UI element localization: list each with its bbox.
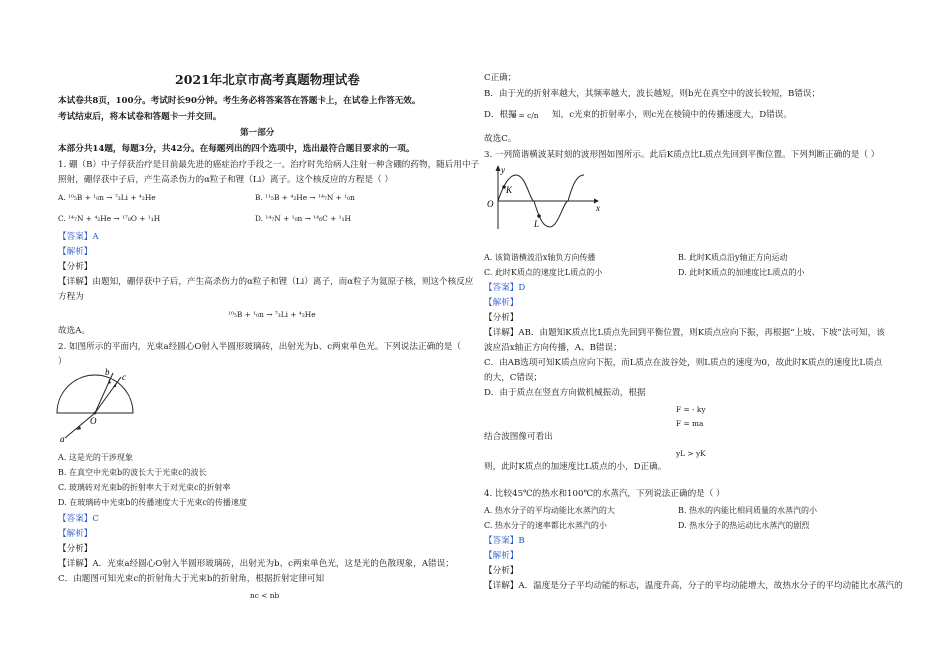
q4-detail-1: 【详解】A．温度是分子平均动能的标志，温度升高，分子的平均动能增大，故热水分子的平均动能比水蒸汽的 bbox=[484, 581, 903, 591]
q2-stem-1: 2. 如图所示的平面内，光束a经圆心O射入半圆形玻璃砖，出射光为b、c两束单色光。下列说法正确的是（ bbox=[58, 342, 461, 352]
fig-label-b: b bbox=[105, 367, 110, 377]
q1-option-a: A. ¹⁰₅B + ¹₀n → ⁷₃Li + ⁴₂He bbox=[58, 193, 156, 202]
q3-option-c: C. 此时K质点的速度比L质点的小 bbox=[484, 268, 603, 277]
q4-analysis: 【解析】 bbox=[484, 551, 519, 561]
fig-label-y: y bbox=[501, 165, 505, 175]
q3-stem: 3. 一列简谐横波某时刻的波形图如图所示。此后K质点比L质点先回到平衡位置。下列判断正确的是（ ） bbox=[484, 150, 880, 160]
q4-option-d: D. 热水分子的热运动比水蒸汽的剧烈 bbox=[678, 521, 810, 530]
q3-option-a: A. 该简谐横波沿x轴负方向传播 bbox=[484, 253, 596, 262]
q1-stem-2: 照射，硼俘获中子后，产生高杀伤力的α粒子和锂（Li）离子。这个核反应的方程是（ ） bbox=[58, 175, 393, 185]
q3-detail-6: 结合波图像可看出 bbox=[484, 432, 553, 442]
q3-detail-2: 波应沿x轴正方向传播，A、B错误； bbox=[484, 343, 622, 353]
q2-detail-b: B．由于光的折射率越大，其频率越大，波长越短，则b光在真空中的波长较短，B错误； bbox=[484, 89, 821, 99]
page-title: 2021年北京市高考真题物理试卷 bbox=[175, 72, 360, 87]
q4-option-b: B. 热水的内能比相同质量的水蒸汽的小 bbox=[678, 506, 817, 515]
q3-analysis: 【解析】 bbox=[484, 298, 519, 308]
fig-label-origin: O bbox=[487, 199, 494, 209]
q3-eq-1: F = - ky bbox=[676, 405, 706, 414]
q1-conclusion: 故选A。 bbox=[58, 326, 90, 336]
intro-line-1: 本试卷共8页，100分。考试时长90分钟。考生务必将答案答在答题卡上，在试卷上作答无效。 bbox=[58, 96, 421, 106]
q2-option-d: D. 在玻璃砖中光束b的传播速度大于光束c的传播速度 bbox=[58, 498, 247, 507]
q4-option-a: A. 热水分子的平均动能比水蒸汽的大 bbox=[484, 506, 615, 515]
wave-figure bbox=[484, 163, 604, 233]
fig-label-k: K bbox=[506, 185, 513, 195]
q2-option-a: A. 这是光的干涉现象 bbox=[58, 453, 133, 462]
q1-option-b: B. ¹¹₅B + ⁴₂He → ¹⁴₇N + ¹₀n bbox=[255, 193, 355, 202]
q2-analysis: 【解析】 bbox=[58, 529, 93, 539]
q1-stem-1: 1. 硼（B）中子俘获治疗是目前最先进的癌症治疗手段之一。治疗时先给病人注射一种含硼的药物，随后用中子 bbox=[58, 160, 480, 170]
q4-fenxi: 【分析】 bbox=[484, 566, 519, 576]
q3-eq-2: F = ma bbox=[676, 419, 704, 428]
q3-option-b: B. 此时K质点沿y轴正方向运动 bbox=[678, 253, 788, 262]
part-heading: 第一部分 bbox=[240, 128, 275, 138]
q2-c-correct: C正确； bbox=[484, 73, 517, 83]
fig-label-l: L bbox=[534, 219, 540, 229]
q3-fenxi: 【分析】 bbox=[484, 313, 519, 323]
fig-label-c: c bbox=[122, 372, 126, 382]
q3-detail-5: D．由于质点在竖直方向做机械振动，根据 bbox=[484, 388, 646, 398]
q1-detail-1: 【详解】由题知，硼俘获中子后，产生高杀伤力的α粒子和锂（Li）离子，而α粒子为氦原子核，则这个核反应 bbox=[58, 277, 474, 287]
fig-label-x: x bbox=[596, 203, 600, 213]
q4-option-c: C. 热水分子的速率都比水蒸汽的小 bbox=[484, 521, 607, 530]
q2-stem-2: ） bbox=[58, 357, 67, 367]
q2-conclusion: 故选C。 bbox=[484, 134, 517, 144]
q1-detail-2: 方程为 bbox=[58, 292, 84, 302]
q4-answer: 【答案】B bbox=[484, 536, 525, 546]
semicircle-glass-figure bbox=[55, 366, 145, 444]
q3-detail-1: 【详解】AB．由题知K质点比L质点先回到平衡位置，则K质点应向下振，再根据“上坡、下坡”法可知，该 bbox=[484, 328, 885, 338]
q2-fenxi: 【分析】 bbox=[58, 544, 93, 554]
q2-option-c: C. 玻璃砖对光束b的折射率大于对光束c的折射率 bbox=[58, 483, 231, 492]
q3-detail-3: C．由AB选项可知K质点应向下振，而L质点在波谷处，则L质点的速度为0，故此时K质点的速度比L质点 bbox=[484, 358, 883, 368]
q1-analysis: 【解析】 bbox=[58, 247, 93, 257]
q2-detail-d-post: 知，c光束的折射率小，则c光在棱镜中的传播速度大，D错误。 bbox=[552, 110, 792, 120]
q2-option-b: B. 在真空中光束b的波长大于光束c的波长 bbox=[58, 468, 207, 477]
q3-eq-3: yL > yK bbox=[676, 449, 706, 458]
q2-answer: 【答案】C bbox=[58, 514, 99, 524]
q3-answer: 【答案】D bbox=[484, 283, 526, 293]
q2-v-formula: v = c/n bbox=[512, 111, 539, 120]
q2-detail-c: C．由题图可知光束c的折射角大于光束b的折射角，根据折射定律可知 bbox=[58, 574, 325, 584]
q2-detail-a: 【详解】A．光束a经圆心O射入半圆形玻璃砖，出射光为b、c两束单色光，这是光的色散现象，A错误； bbox=[58, 559, 454, 569]
q1-answer: 【答案】A bbox=[58, 232, 99, 242]
q3-detail-4: 的大，C错误； bbox=[484, 373, 543, 383]
q1-fenxi: 【分析】 bbox=[58, 262, 93, 272]
q2-detail-d-pre: D．根据 bbox=[484, 110, 517, 120]
q2-equation: nc < nb bbox=[250, 591, 280, 600]
fig-label-a: a bbox=[60, 434, 65, 444]
q3-detail-7: 则，此时K质点的加速度比L质点的小，D正确。 bbox=[484, 462, 667, 472]
q1-option-d: D. ¹⁴₇N + ¹₀n → ¹⁴₆C + ¹₁H bbox=[255, 214, 351, 223]
q1-option-c: C. ¹⁴₇N + ⁴₂He → ¹⁷₈O + ¹₁H bbox=[58, 214, 161, 223]
q3-option-d: D. 此时K质点的加速度比L质点的小 bbox=[678, 268, 805, 277]
fig-label-o: O bbox=[90, 416, 97, 426]
q1-equation: ¹⁰₅B + ¹₀n → ⁷₃Li + ⁴₂He bbox=[228, 310, 316, 319]
q4-stem: 4. 比较45℃的热水和100℃的水蒸汽，下列说法正确的是（ ） bbox=[484, 489, 725, 499]
intro-line-2: 考试结束后，将本试卷和答题卡一并交回。 bbox=[58, 112, 222, 122]
instructions: 本部分共14题，每题3分，共42分。在每题列出的四个选项中，选出最符合题目要求的一项。 bbox=[58, 144, 415, 154]
